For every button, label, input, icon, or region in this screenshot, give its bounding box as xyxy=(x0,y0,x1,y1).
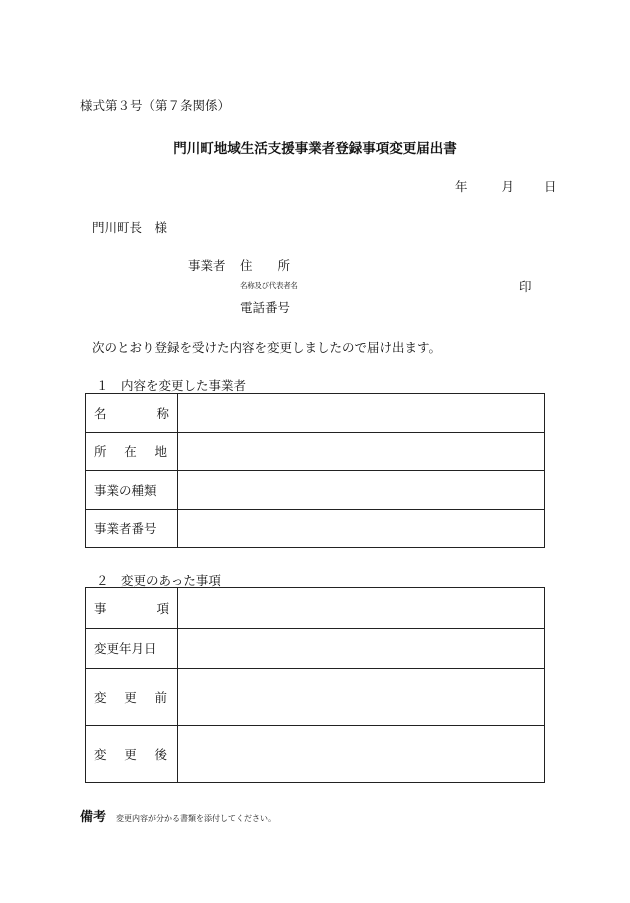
table-row xyxy=(86,628,545,669)
label-char: 名 xyxy=(94,405,107,421)
row-label-name xyxy=(86,394,178,433)
row-label-business-type xyxy=(86,471,178,510)
row-label-change-date xyxy=(86,628,178,669)
label-char: 更 xyxy=(124,690,137,705)
seal-mark: 印 xyxy=(519,279,532,294)
table-row xyxy=(86,588,545,629)
operator-address-label: 住 所 xyxy=(240,258,291,273)
table-row xyxy=(86,432,545,471)
label-char: 更 xyxy=(124,747,137,762)
operator-number-value-cell[interactable] xyxy=(178,509,545,548)
row-label-after-change xyxy=(86,726,178,783)
label-char: 在 xyxy=(124,444,137,460)
date-line xyxy=(455,177,557,195)
date-day-label: 日 xyxy=(544,179,557,194)
change-date-value-cell[interactable] xyxy=(178,628,545,669)
label-char: 前 xyxy=(154,690,167,705)
label-char: 項 xyxy=(156,600,169,616)
table-row xyxy=(86,509,545,548)
form-number: 様式第３号（第７条関係） xyxy=(80,98,231,113)
remarks-note: 変更内容が分かる書類を添付してください。 xyxy=(116,814,277,823)
label-char: 事 xyxy=(94,600,107,616)
table-row xyxy=(86,726,545,783)
change-details-table xyxy=(85,587,545,783)
before-change-value-cell[interactable] xyxy=(178,669,545,726)
intro-statement: 次のとおり登録を受けた内容を変更しましたので届け出ます。 xyxy=(92,340,442,355)
date-year-label: 年 xyxy=(455,179,468,194)
label-text: 変更年月日 xyxy=(94,641,157,657)
label-char: 所 xyxy=(94,444,107,460)
label-char: 地 xyxy=(154,444,167,460)
item-value-cell[interactable] xyxy=(178,588,545,629)
label-char: 後 xyxy=(154,747,167,762)
remarks-label: 備考 xyxy=(80,810,107,825)
location-value-cell[interactable] xyxy=(178,432,545,471)
section1-heading: １ 内容を変更した事業者 xyxy=(96,378,247,393)
operator-label: 事業者 xyxy=(188,258,226,273)
label-char: 変 xyxy=(94,747,107,762)
business-type-value-cell[interactable] xyxy=(178,471,545,510)
label-text: 事業者番号 xyxy=(94,521,157,537)
after-change-value-cell[interactable] xyxy=(178,726,545,783)
table-row xyxy=(86,394,545,433)
label-text: 事業の種類 xyxy=(94,482,157,498)
date-month-label: 月 xyxy=(501,179,515,194)
label-char: 変 xyxy=(94,690,107,705)
row-label-operator-number xyxy=(86,509,178,548)
addressee: 門川町長 様 xyxy=(92,220,168,235)
table-row xyxy=(86,669,545,726)
section2-heading: ２ 変更のあった事項 xyxy=(96,573,221,588)
operator-phone-label: 電話番号 xyxy=(240,300,291,315)
row-label-item xyxy=(86,588,178,629)
name-value-cell[interactable] xyxy=(178,394,545,433)
row-label-location xyxy=(86,432,178,471)
remarks xyxy=(80,806,276,825)
operator-name-label: 名称及び代表者名 xyxy=(240,281,298,290)
table-row xyxy=(86,471,545,510)
operator-info-table xyxy=(85,393,545,548)
document-title: 門川町地域生活支援事業者登録事項変更届出書 xyxy=(173,141,457,157)
label-char: 称 xyxy=(156,405,169,421)
row-label-before-change xyxy=(86,669,178,726)
